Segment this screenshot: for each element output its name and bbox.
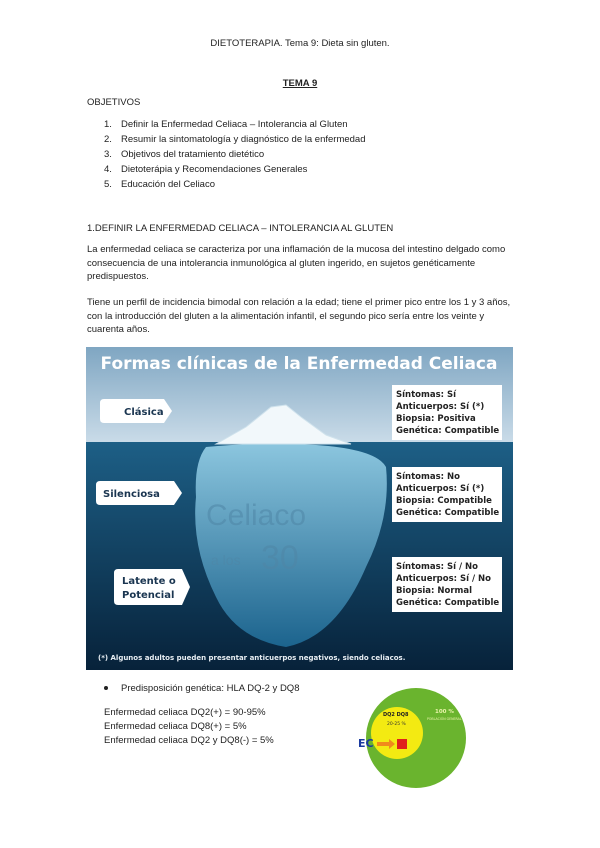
callout-silenciosa <box>96 481 182 505</box>
list-item: 5. Educación del Celiaco <box>104 179 216 190</box>
svg-text:100 %: 100 % <box>435 709 454 715</box>
figure-footnote: (*) Algunos adultos pueden presentar anticuerpos negativos, siendo celiacos. <box>98 654 406 662</box>
svg-text:Genética: Compatible: Genética: Compatible <box>396 508 500 518</box>
svg-text:EC: EC <box>358 737 374 750</box>
callout-clasica <box>100 399 172 423</box>
svg-text:Biopsia: Normal: Biopsia: Normal <box>396 586 473 596</box>
svg-text:Anticuerpos: Sí (*): Anticuerpos: Sí (*) <box>396 484 485 494</box>
svg-text:Síntomas: Sí: Síntomas: Sí <box>396 390 457 400</box>
stat-line: Enfermedad celiaca DQ8(+) = 5% <box>104 721 247 732</box>
list-item: 1. Definir la Enfermedad Celiaca – Intolerancia al Gluten <box>104 119 348 130</box>
section-heading: 1.DEFINIR LA ENFERMEDAD CELIACA – INTOLERANCIA AL GLUTEN <box>87 223 394 234</box>
info-box-silenciosa <box>392 467 502 522</box>
objectives-list <box>104 117 366 192</box>
svg-text:DQ2 DQ8: DQ2 DQ8 <box>383 712 409 718</box>
svg-text:Anticuerpos: Sí (*): Anticuerpos: Sí (*) <box>396 402 485 412</box>
svg-text:POBLACIÓN GENERAL: POBLACIÓN GENERAL <box>427 717 462 721</box>
svg-text:Genética: Compatible: Genética: Compatible <box>396 426 500 436</box>
form-label: Latente o <box>122 576 176 587</box>
watermark-text: Celiaco <box>206 499 307 532</box>
page-header: DIETOTERAPIA. Tema 9: Dieta sin gluten. <box>210 38 390 49</box>
genetics-bullet: Predisposición genética: HLA DQ-2 y DQ8 <box>104 683 299 694</box>
svg-text:20-25 %: 20-25 % <box>387 722 406 727</box>
ec-square <box>397 739 407 749</box>
list-item: 4. Dietoterápia y Recomendaciones Generales <box>104 164 308 175</box>
genetics-venn-diagram <box>355 683 470 793</box>
objectives-heading: OBJETIVOS <box>87 97 141 108</box>
iceberg-figure <box>86 347 513 670</box>
watermark-text: a los <box>211 552 241 568</box>
info-box-clasica <box>392 385 502 440</box>
form-label: Silenciosa <box>103 489 160 500</box>
paragraph-definition: La enfermedad celiaca se caracteriza por una inflamación de la mucosa del intestino delgado como consecuencia de una intolerancia inmunológica al gluten ingerido, en sujetos genéticamente predispuestos. <box>87 244 506 282</box>
list-item: 3. Objetivos del tratamiento dietético <box>104 149 265 160</box>
svg-text:Biopsia: Compatible: Biopsia: Compatible <box>396 496 492 506</box>
form-label: Potencial <box>122 590 175 601</box>
svg-text:Genética: Compatible: Genética: Compatible <box>396 598 500 608</box>
callout-latente <box>114 569 190 605</box>
svg-text:Biopsia: Positiva: Biopsia: Positiva <box>396 414 476 424</box>
svg-text:Síntomas: Sí / No: Síntomas: Sí / No <box>396 562 479 572</box>
list-item: 2. Resumir la sintomatología y diagnóstico de la enfermedad <box>104 134 366 145</box>
stat-line: Enfermedad celiaca DQ2(+) = 90-95% <box>104 707 266 718</box>
stat-line: Enfermedad celiaca DQ2 y DQ8(-) = 5% <box>104 735 274 746</box>
form-label: Clásica <box>124 407 164 418</box>
watermark-number: 30 <box>261 539 299 577</box>
genetics-stats <box>104 706 274 748</box>
paragraph-incidence: Tiene un perfil de incidencia bimodal con relación a la edad; tiene el primer pico entre los 1 y 3 años, con la introducción del gluten a la alimentación infantil, el segundo pico sería entre los veinte y cuarenta años. <box>87 297 511 335</box>
svg-text:Síntomas: No: Síntomas: No <box>396 472 460 482</box>
page-title: TEMA 9 <box>282 78 318 89</box>
info-box-latente <box>392 557 502 612</box>
svg-text:Anticuerpos: Sí / No: Anticuerpos: Sí / No <box>396 574 492 584</box>
figure-title: Formas clínicas de la Enfermedad Celiaca <box>100 354 498 374</box>
